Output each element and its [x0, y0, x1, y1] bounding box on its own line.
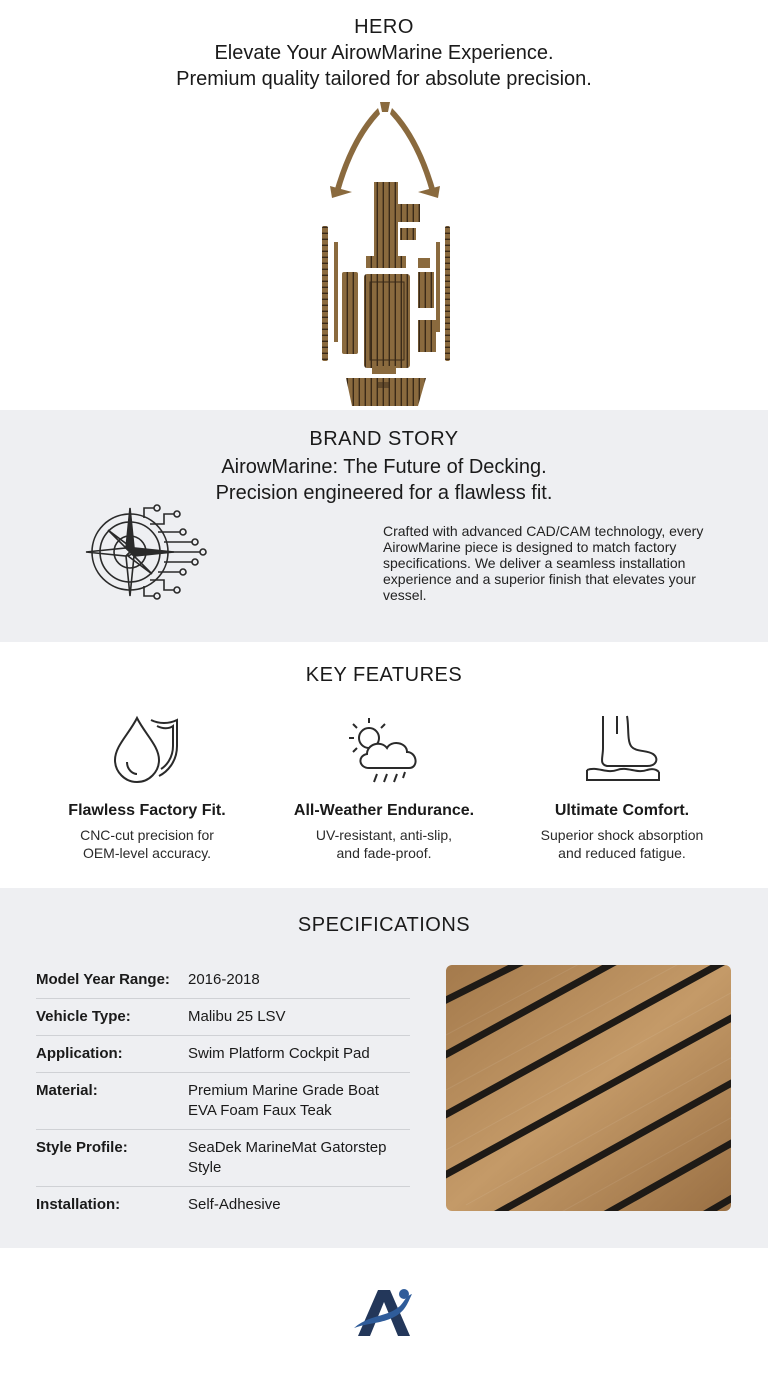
- feature-all-weather: [264, 712, 504, 862]
- feature-title: Ultimate Comfort.: [554, 802, 690, 819]
- spec-row: [36, 1036, 410, 1073]
- boat-deck-kit-image: [300, 96, 470, 410]
- spec-row: [36, 962, 410, 999]
- key-features-label: KEY FEATURES: [305, 664, 463, 686]
- brand-story-body: Crafted with advanced CAD/CAM technology, every AirowMarine piece is designed to match factory specifications. We deliver a seamless installation experience and a superior finish that elevates your vessel.: [383, 523, 704, 603]
- feature-flawless-fit: [27, 712, 267, 862]
- spec-value: 2016-2018: [188, 971, 260, 988]
- feature-text: CNC-cut precision for: [80, 827, 214, 843]
- feature-title: Flawless Factory Fit.: [68, 802, 226, 819]
- spec-value: Self-Adhesive: [188, 1196, 281, 1213]
- spec-value: Malibu 25 LSV: [188, 1008, 286, 1025]
- sun-cloud-rain-icon: [339, 712, 429, 786]
- feature-text: UV-resistant, anti-slip,: [315, 827, 453, 843]
- spec-key: Material:: [36, 1082, 98, 1099]
- hero-section-label: HERO: [354, 16, 414, 38]
- key-features-section: [0, 642, 768, 888]
- spec-key: Application:: [36, 1045, 123, 1062]
- feature-text: and fade-proof.: [336, 845, 432, 861]
- specifications-section: [0, 888, 768, 1248]
- hero-section: [0, 0, 768, 410]
- spec-key: Style Profile:: [36, 1139, 128, 1156]
- teak-texture-image: [446, 965, 731, 1211]
- spec-key: Vehicle Type:: [36, 1008, 131, 1025]
- spec-value: Swim Platform Cockpit Pad: [188, 1045, 370, 1062]
- spec-row: [36, 1187, 410, 1223]
- airowmarine-logo: [352, 1284, 416, 1340]
- feature-title: All-Weather Endurance.: [293, 802, 475, 819]
- brand-story-label: BRAND STORY: [309, 428, 459, 450]
- brand-story-subtitle: Precision engineered for a flawless fit.: [215, 482, 553, 504]
- spec-table: [36, 962, 410, 1223]
- spec-row: [36, 999, 410, 1036]
- compass-circuit-icon: [84, 502, 214, 602]
- feature-text: OEM-level accuracy.: [82, 845, 212, 861]
- water-drop-shield-icon: [107, 712, 187, 786]
- brand-story-title: AirowMarine: The Future of Decking.: [221, 456, 547, 478]
- feature-ultimate-comfort: [502, 712, 742, 862]
- hero-title: Elevate Your AirowMarine Experience.: [214, 42, 554, 64]
- footer-section: [0, 1248, 768, 1376]
- feature-text: Superior shock absorption: [540, 827, 704, 843]
- spec-row: [36, 1130, 410, 1187]
- spec-key: Model Year Range:: [36, 971, 170, 988]
- spec-value: Premium Marine Grade Boat EVA Foam Faux Teak: [188, 1082, 379, 1119]
- spec-value: SeaDek MarineMat Gatorstep Style: [188, 1139, 387, 1176]
- spec-key: Installation:: [36, 1196, 121, 1213]
- foot-cushion-icon: [577, 712, 667, 786]
- feature-text: and reduced fatigue.: [558, 845, 686, 861]
- specifications-label: SPECIFICATIONS: [297, 914, 471, 936]
- brand-story-section: [0, 410, 768, 642]
- spec-row: [36, 1073, 410, 1130]
- hero-subtitle: Premium quality tailored for absolute precision.: [176, 68, 592, 90]
